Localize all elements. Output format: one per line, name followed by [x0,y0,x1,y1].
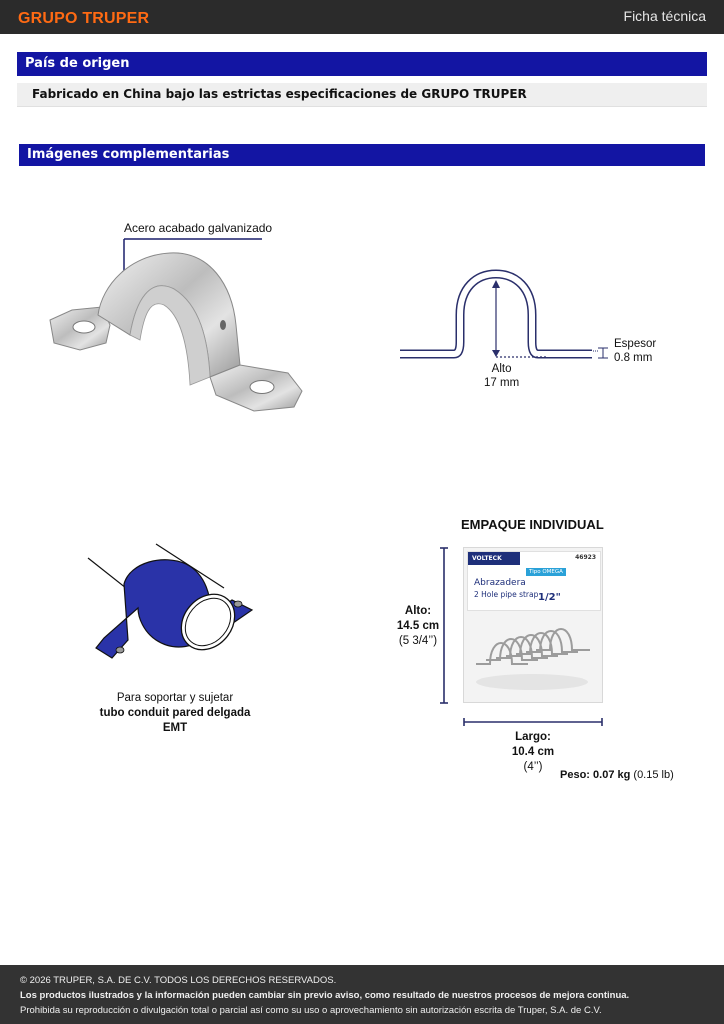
package-code: 46923 [575,554,596,561]
origin-text: Fabricado en China bajo las estrictas especificaciones de GRUPO TRUPER [17,83,707,107]
footer [0,965,724,1024]
footer-disclaimer: Los productos ilustrados y la información pueden cambiar sin previo aviso, como resultado de nuestros procesos de mejora continua. [20,990,630,1001]
package-image [463,547,603,703]
package-brand: VOLTECK [468,552,520,565]
package-title: EMPAQUE INDIVIDUAL [461,517,604,532]
package-straps [472,614,596,694]
material-label: Acero acabado galvanizado [124,221,273,235]
brand-logo: GRUPO TRUPER [18,10,150,27]
height-label: Alto 17 mm [484,363,520,389]
package-header-card [467,551,601,611]
section-title-origin: País de origen [17,52,707,76]
footer-copyright: © 2026 TRUPER, S.A. DE C.V. TODOS LOS DERECHOS RESERVADOS. [20,975,337,986]
usage-caption: Para soportar y sujetar tubo conduit pared delgada EMT [99,692,251,734]
package-sub: 2 Hole pipe strap [474,590,539,599]
package-size: 1/2" [538,592,561,603]
doc-type-label: Ficha técnica [623,8,706,24]
package-name: Abrazadera [474,578,526,588]
package-weight: Peso: 0.07 kg (0.15 lb) [560,769,674,781]
section-title-images: Imágenes complementarias [19,144,705,166]
thickness-label: Espesor 0.8 mm [614,338,657,364]
package-height: Alto: 14.5 cm (5 3/4’’) [396,605,440,647]
package-length: Largo: 10.4 cm (4’’) [511,731,555,773]
package-tag: Tipo OMEGA [526,568,566,576]
footer-legal: Prohibida su reproducción o divulgación total o parcial así como su uso o aprovechamiento sin autorización escrita de Truper, S.A. de C.V. [20,1005,602,1016]
